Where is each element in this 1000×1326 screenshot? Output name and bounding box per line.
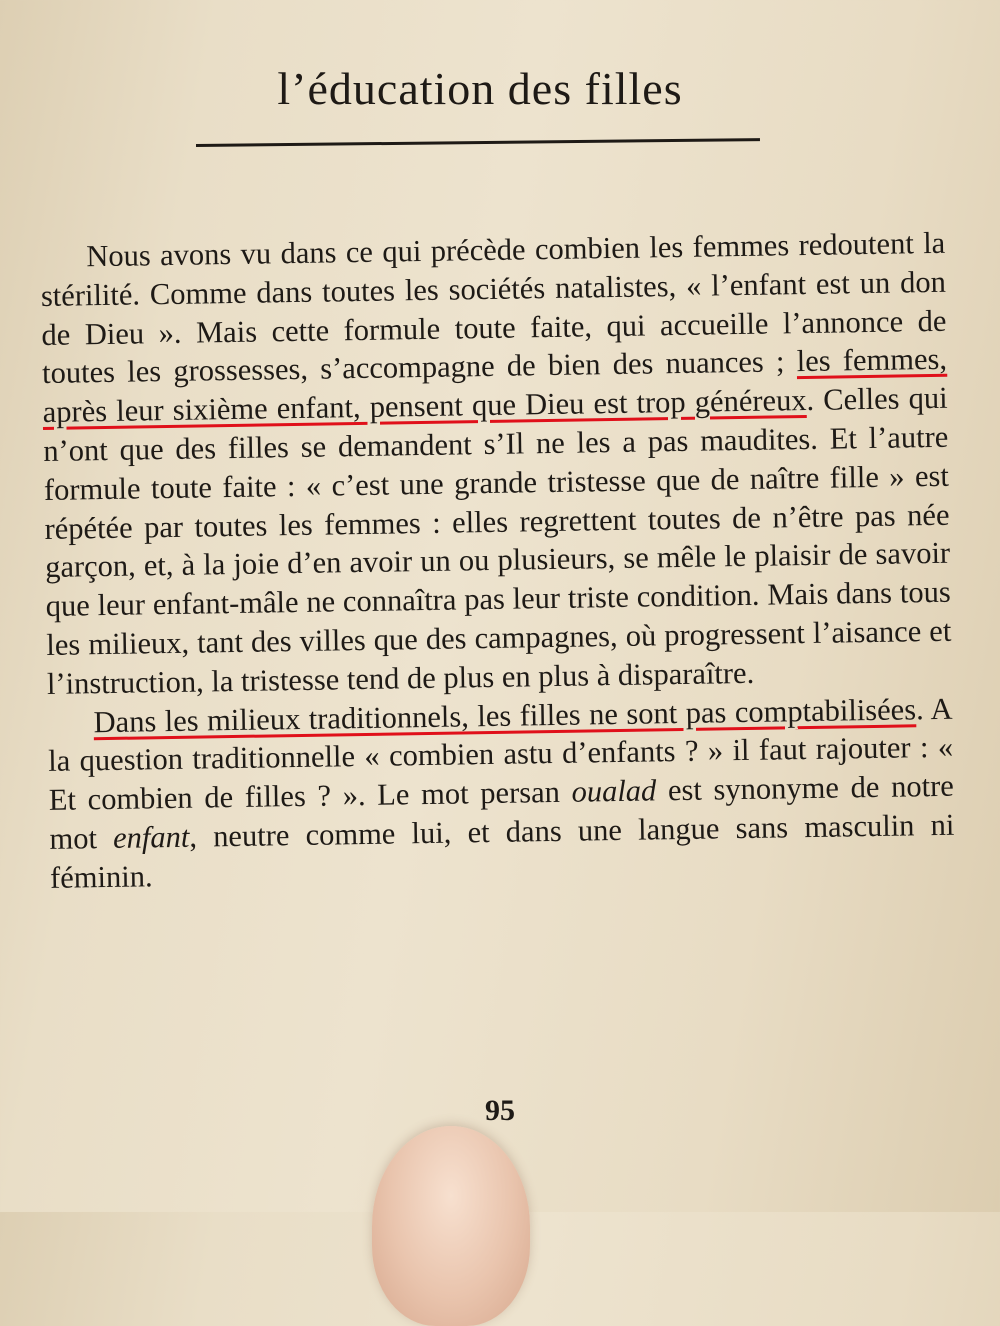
paragraph-1-text-after: . Celles qui n’ont que des filles se demandent s’Il ne les a pas maudites. Et l’autre formule toute faite : « c’est une grande tristesse que de naître fille » est répétée par toutes les femmes : elles regrettent toutes de n’être pas née garçon, et, à la joie d’en avoir un ou plusieurs, se mêle le plaisir de savoir que leur enfant-mâle ne connaîtra pas leur triste condition. Mais dans tous les milieux, tant des villes que des campagnes, où progressent l’aisance et l’instruction, la tristesse tend de plus en plus à disparaître. [43, 380, 952, 701]
title-rule [196, 138, 760, 147]
paragraph-1 [40, 224, 952, 704]
red-underline-highlight-2: Dans les milieux traditionnels, les filles ne sont pas comptabilisées [93, 691, 917, 739]
paragraph-2-text-mid-2: est synonyme de notre mot [49, 768, 955, 856]
body-text [40, 224, 955, 898]
page-number: 95 [485, 1094, 515, 1127]
paragraph-1-text-before: Nous avons vu dans ce qui précède combien les femmes redoutent la stérilité. Comme dans toutes les sociétés natalistes, « l’enfant est un don de Dieu ». Mais cette formule toute faite, qui accueille l’annonce de toutes les grossesses, s’accompagne de bien des nuances ; [40, 225, 947, 391]
red-underline-highlight-1: les femmes, après leur sixième enfant, pensent que Dieu est trop généreux [42, 342, 948, 430]
italic-word-enfant: enfant [112, 819, 190, 855]
italic-word-oualad: oualad [571, 773, 657, 809]
paragraph-2-text-mid: . A la question traditionnelle « combien astu d’enfants ? » il faut rajouter : « Et combien de filles ? ». Le mot persan [47, 691, 954, 818]
fingertip [372, 1126, 530, 1326]
paragraph-2-text-after: , neutre comme lui, et dans une langue sans masculin ni féminin. [49, 807, 955, 895]
chapter-title: l’éducation des filles [277, 63, 683, 114]
paragraph-2 [47, 689, 955, 897]
